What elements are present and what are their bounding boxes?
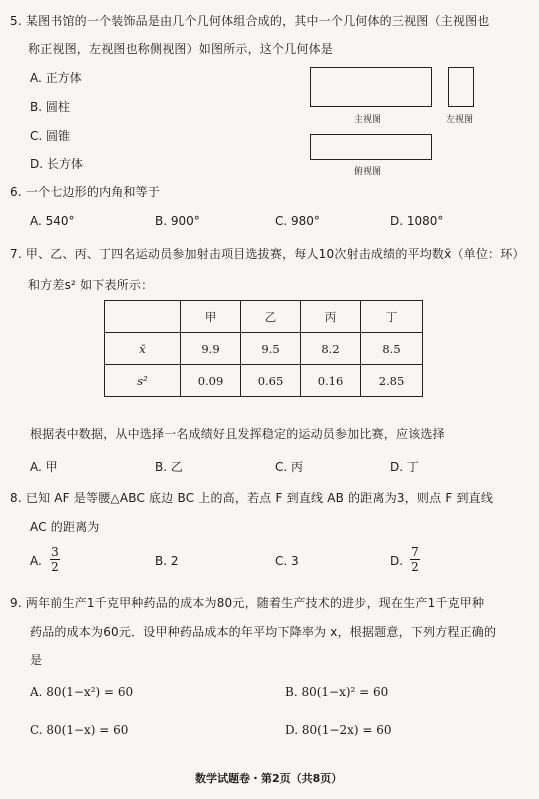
q6-option-b: B. 900° [155,214,200,228]
table-header-bing: 丙 [301,301,361,333]
table-cell: 8.5 [361,333,423,365]
row-label-mean: x̄ [105,333,181,365]
left-view-label: 左视图 [446,115,474,125]
q8-option-d-fraction [410,545,420,574]
q7-stem-line2: 和方差s² 如下表所示： [28,278,154,292]
q9-option-b: B. 80(1−x)² = 60 [285,685,389,699]
q5-option-a: A. 正方体 [30,71,82,85]
q9-option-d: D. 80(1−2x) = 60 [285,723,392,737]
q6-stem: 6. 一个七边形的内角和等于 [10,185,161,199]
q7-option-b: B. 乙 [155,460,183,474]
q9-stem-line2: 药品的成本为60元．设甲种药品成本的年平均下降率为 x，根据题意，下列方程正确的 [30,625,497,639]
q7-option-a: A. 甲 [30,460,58,474]
q9-stem-line1: 9. 两年前生产1千克甲种药品的成本为80元，随着生产技术的进步，现在生产1千克甲种 [10,596,485,610]
q7-option-d: D. 丁 [390,460,419,474]
table-cell: 0.65 [241,365,301,397]
q5-stem-line1: 5. 某图书馆的一个装饰品是由几个几何体组合成的，其中一个几何体的三视图（主视图也 [10,14,490,28]
fraction-denominator: 2 [51,560,59,574]
q8-option-c: C. 3 [275,554,299,568]
q7-option-c: C. 丙 [275,460,304,474]
page-footer: 数学试题卷・第2页（共8页） [195,772,343,785]
table-header-ding: 丁 [361,301,423,333]
fraction-numerator: 7 [411,545,419,559]
table-header-row [105,301,423,333]
q5-option-b: B. 圆柱 [30,100,70,114]
table-cell: 0.16 [301,365,361,397]
q5-option-d: D. 长方体 [30,157,83,171]
q5-option-c: C. 圆锥 [30,129,71,143]
q8-option-a-fraction [50,545,60,574]
table-header-yi: 乙 [241,301,301,333]
statistics-table [104,300,423,397]
top-view-label: 俯视图 [354,167,382,177]
q5-stem-line2: 称正视图，左视图也称侧视图）如图所示，这个几何体是 [28,42,334,56]
table-cell: 9.9 [181,333,241,365]
fraction-numerator: 3 [51,545,59,559]
left-view-rectangle [448,67,474,107]
top-view-rectangle [310,134,432,160]
q8-option-a-label: A. [30,554,42,568]
table-header-corner [105,301,181,333]
q7-stem-line3: 根据表中数据，从中选择一名成绩好且发挥稳定的运动员参加比赛，应该选择 [30,427,445,441]
front-view-rectangle [310,67,432,107]
q6-option-d: D. 1080° [390,214,444,228]
table-cell: 2.85 [361,365,423,397]
q9-stem-line3: 是 [30,653,43,667]
q7-stem-line1: 7. 甲、乙、丙、丁四名运动员参加射击项目选拔赛，每人10次射击成绩的平均数x̄（单位：环） [10,247,525,261]
q9-option-c: C. 80(1−x) = 60 [30,723,129,737]
q8-option-d-label: D. [390,554,404,568]
table-header-jia: 甲 [181,301,241,333]
table-row [105,365,423,397]
fraction-denominator: 2 [411,560,419,574]
q8-stem-line1: 8. 已知 AF 是等腰△ABC 底边 BC 上的高，若点 F 到直线 AB 的距离为3，则点 F 到直线 [10,491,494,505]
q6-option-a: A. 540° [30,214,75,228]
row-label-variance: s² [105,365,181,397]
q6-option-c: C. 980° [275,214,320,228]
q9-option-a: A. 80(1−x²) = 60 [30,685,134,699]
table-cell: 8.2 [301,333,361,365]
q8-stem-line2: AC 的距离为 [30,520,100,534]
q8-option-b: B. 2 [155,554,179,568]
table-cell: 0.09 [181,365,241,397]
table-cell: 9.5 [241,333,301,365]
table-row [105,333,423,365]
front-view-label: 主视图 [354,115,382,125]
